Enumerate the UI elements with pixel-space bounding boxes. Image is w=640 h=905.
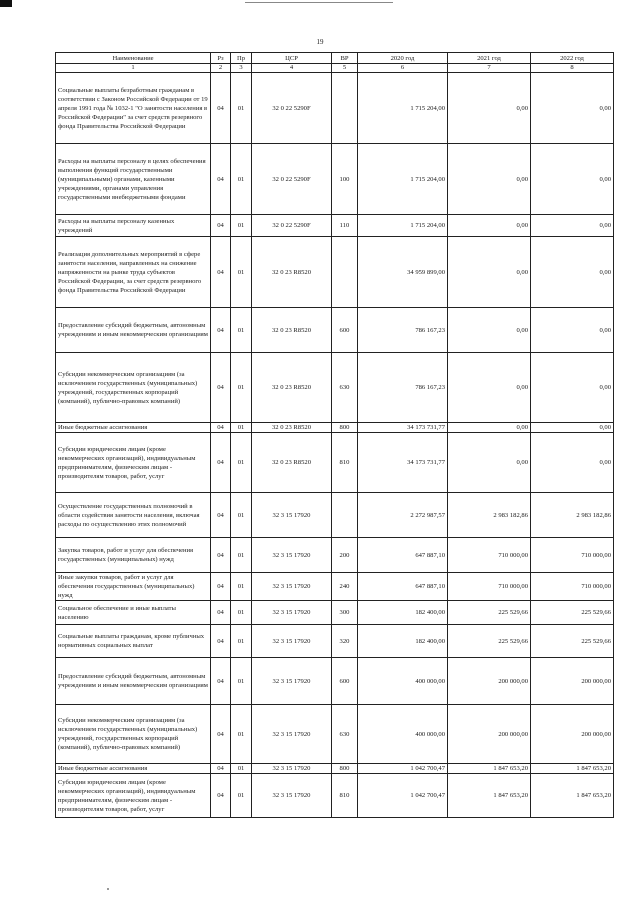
column-number-row — [56, 64, 614, 73]
cell-2022: 200 000,00 — [531, 705, 614, 764]
header-name: Наименование — [56, 53, 211, 64]
table-row — [56, 774, 614, 818]
cell-pr: 01 — [231, 423, 252, 433]
table-row — [56, 538, 614, 573]
cell-csr: 32 3 15 17920 — [252, 774, 332, 818]
cell-csr: 32 3 15 17920 — [252, 573, 332, 601]
cell-name: Субсидии некоммерческим организациям (за исключением государственных (муниципальных) учреждений, государственных корпораций (компаний), публично-правовых компаний) — [56, 353, 211, 423]
cell-2021: 0,00 — [448, 215, 531, 237]
cell-pr: 01 — [231, 705, 252, 764]
cell-csr: 32 0 22 5290F — [252, 144, 332, 215]
column-number: 8 — [531, 64, 614, 73]
cell-2020: 1 715 204,00 — [358, 144, 448, 215]
cell-2020: 34 959 899,00 — [358, 237, 448, 308]
table-body — [56, 73, 614, 818]
header-row — [56, 53, 614, 64]
cell-2022: 0,00 — [531, 353, 614, 423]
cell-2021: 0,00 — [448, 353, 531, 423]
cell-csr: 32 3 15 17920 — [252, 764, 332, 774]
cell-rz: 04 — [211, 774, 231, 818]
cell-2022: 200 000,00 — [531, 658, 614, 705]
cell-rz: 04 — [211, 433, 231, 493]
column-number: 1 — [56, 64, 211, 73]
cell-2020: 182 400,00 — [358, 625, 448, 658]
cell-vr: 810 — [332, 774, 358, 818]
cell-2022: 0,00 — [531, 144, 614, 215]
cell-csr: 32 3 15 17920 — [252, 601, 332, 625]
cell-2021: 1 847 653,20 — [448, 764, 531, 774]
cell-2020: 34 173 731,77 — [358, 423, 448, 433]
cell-2022: 0,00 — [531, 308, 614, 353]
cell-2020: 2 272 987,57 — [358, 493, 448, 538]
cell-pr: 01 — [231, 493, 252, 538]
cell-vr: 600 — [332, 658, 358, 705]
header-2022: 2022 год — [531, 53, 614, 64]
cell-rz: 04 — [211, 423, 231, 433]
cell-csr: 32 0 23 R8520 — [252, 237, 332, 308]
column-number: 3 — [231, 64, 252, 73]
cell-2022: 0,00 — [531, 433, 614, 493]
table-row — [56, 73, 614, 144]
cell-csr: 32 3 15 17920 — [252, 658, 332, 705]
cell-csr: 32 3 15 17920 — [252, 538, 332, 573]
cell-2021: 0,00 — [448, 237, 531, 308]
table-row — [56, 308, 614, 353]
cell-2020: 182 400,00 — [358, 601, 448, 625]
cell-pr: 01 — [231, 144, 252, 215]
column-number: 7 — [448, 64, 531, 73]
cell-2021: 0,00 — [448, 308, 531, 353]
cell-2020: 1 042 700,47 — [358, 764, 448, 774]
table-row — [56, 493, 614, 538]
cell-2021: 0,00 — [448, 433, 531, 493]
cell-vr — [332, 493, 358, 538]
cell-name: Субсидии некоммерческим организациям (за исключением государственных (муниципальных) учреждений, государственных корпораций (компаний), публично-правовых компаний) — [56, 705, 211, 764]
cell-vr: 630 — [332, 705, 358, 764]
cell-name: Предоставление субсидий бюджетным, автономным учреждениям и иным некоммерческим организациям — [56, 308, 211, 353]
cell-2021: 710 000,00 — [448, 538, 531, 573]
cell-csr: 32 3 15 17920 — [252, 493, 332, 538]
cell-rz: 04 — [211, 625, 231, 658]
table-row — [56, 601, 614, 625]
cell-csr: 32 0 23 R8520 — [252, 353, 332, 423]
cell-pr: 01 — [231, 237, 252, 308]
table-row — [56, 215, 614, 237]
cell-rz: 04 — [211, 215, 231, 237]
cell-pr: 01 — [231, 658, 252, 705]
cell-name: Реализация дополнительных мероприятий в сфере занятости населения, направленных на снижение напряженности на рынке труда субъектов Российской Федерации, за счет средств резервного фонда Правительства Российской Федерации — [56, 237, 211, 308]
cell-2022: 0,00 — [531, 215, 614, 237]
cell-2022: 225 529,66 — [531, 601, 614, 625]
cell-rz: 04 — [211, 237, 231, 308]
cell-name: Расходы на выплаты персоналу казенных учреждений — [56, 215, 211, 237]
cell-rz: 04 — [211, 493, 231, 538]
cell-pr: 01 — [231, 601, 252, 625]
cell-2020: 400 000,00 — [358, 705, 448, 764]
column-number: 5 — [332, 64, 358, 73]
cell-csr: 32 0 23 R8520 — [252, 423, 332, 433]
cell-rz: 04 — [211, 308, 231, 353]
cell-2021: 1 847 653,20 — [448, 774, 531, 818]
column-number: 4 — [252, 64, 332, 73]
table-row — [56, 658, 614, 705]
cell-csr: 32 0 22 5290F — [252, 73, 332, 144]
cell-vr: 100 — [332, 144, 358, 215]
header-csr: ЦСР — [252, 53, 332, 64]
table-row — [56, 144, 614, 215]
page-number: 19 — [316, 38, 324, 46]
cell-2020: 647 887,10 — [358, 573, 448, 601]
cell-2021: 225 529,66 — [448, 625, 531, 658]
cell-2022: 710 000,00 — [531, 573, 614, 601]
cell-name: Социальные выплаты безработным гражданам в соответствии с Законом Российской Федерации от 19 апреля 1991 года № 1032-1 "О занятости населения в Российской Федерации" за счет средств резервного фонда Правительства Российской Федерации — [56, 73, 211, 144]
cell-name: Осуществление государственных полномочий в области содействия занятости населения, включая расходы по осуществлению этих полномочий — [56, 493, 211, 538]
cell-2022: 1 847 653,20 — [531, 774, 614, 818]
cell-csr: 32 3 15 17920 — [252, 625, 332, 658]
footer-mark — [107, 888, 109, 890]
cell-2021: 0,00 — [448, 423, 531, 433]
cell-pr: 01 — [231, 573, 252, 601]
cell-pr: 01 — [231, 353, 252, 423]
table-row — [56, 573, 614, 601]
cell-vr: 240 — [332, 573, 358, 601]
cell-2020: 1 715 204,00 — [358, 73, 448, 144]
cell-name: Социальные выплаты гражданам, кроме публичных нормативных социальных выплат — [56, 625, 211, 658]
column-number: 6 — [358, 64, 448, 73]
cell-2020: 647 887,10 — [358, 538, 448, 573]
cell-2021: 710 000,00 — [448, 573, 531, 601]
cell-rz: 04 — [211, 538, 231, 573]
cell-pr: 01 — [231, 308, 252, 353]
header-vr: ВР — [332, 53, 358, 64]
cell-vr: 630 — [332, 353, 358, 423]
cell-2020: 400 000,00 — [358, 658, 448, 705]
cell-pr: 01 — [231, 625, 252, 658]
cell-vr: 800 — [332, 423, 358, 433]
table-row — [56, 433, 614, 493]
header-2021: 2021 год — [448, 53, 531, 64]
cell-rz: 04 — [211, 601, 231, 625]
cell-2022: 1 847 653,20 — [531, 764, 614, 774]
cell-rz: 04 — [211, 658, 231, 705]
cell-vr: 800 — [332, 764, 358, 774]
cell-pr: 01 — [231, 764, 252, 774]
cell-pr: 01 — [231, 538, 252, 573]
table-row — [56, 353, 614, 423]
cell-pr: 01 — [231, 73, 252, 144]
header-pr: Пр — [231, 53, 252, 64]
cell-name: Иные бюджетные ассигнования — [56, 423, 211, 433]
budget-table — [55, 52, 614, 818]
cell-vr: 810 — [332, 433, 358, 493]
cell-2021: 200 000,00 — [448, 705, 531, 764]
cell-2021: 0,00 — [448, 73, 531, 144]
cell-csr: 32 0 23 R8520 — [252, 433, 332, 493]
table-row — [56, 705, 614, 764]
corner-mark — [0, 0, 12, 7]
header-rz: Рз — [211, 53, 231, 64]
table-row — [56, 764, 614, 774]
cell-2021: 200 000,00 — [448, 658, 531, 705]
cell-pr: 01 — [231, 433, 252, 493]
cell-2020: 34 173 731,77 — [358, 433, 448, 493]
cell-2022: 0,00 — [531, 237, 614, 308]
cell-2020: 786 167,23 — [358, 308, 448, 353]
cell-2021: 225 529,66 — [448, 601, 531, 625]
cell-vr: 200 — [332, 538, 358, 573]
cell-rz: 04 — [211, 764, 231, 774]
cell-name: Иные бюджетные ассигнования — [56, 764, 211, 774]
cell-2021: 0,00 — [448, 144, 531, 215]
cell-rz: 04 — [211, 144, 231, 215]
cell-name: Субсидии юридическим лицам (кроме некоммерческих организаций), индивидуальным предпринимателям, физическим лицам - производителям товаров, работ, услуг — [56, 774, 211, 818]
cell-pr: 01 — [231, 215, 252, 237]
cell-2022: 0,00 — [531, 73, 614, 144]
top-rule — [245, 2, 393, 3]
cell-2020: 1 042 700,47 — [358, 774, 448, 818]
cell-csr: 32 0 22 5290F — [252, 215, 332, 237]
cell-vr — [332, 73, 358, 144]
cell-vr: 110 — [332, 215, 358, 237]
cell-vr: 600 — [332, 308, 358, 353]
header-2020: 2020 год — [358, 53, 448, 64]
cell-2020: 786 167,23 — [358, 353, 448, 423]
cell-vr: 300 — [332, 601, 358, 625]
cell-2022: 2 983 182,86 — [531, 493, 614, 538]
cell-2022: 710 000,00 — [531, 538, 614, 573]
cell-csr: 32 3 15 17920 — [252, 705, 332, 764]
table-row — [56, 423, 614, 433]
cell-2022: 0,00 — [531, 423, 614, 433]
table-row — [56, 237, 614, 308]
cell-name: Закупка товаров, работ и услуг для обеспечения государственных (муниципальных) нужд — [56, 538, 211, 573]
cell-2022: 225 529,66 — [531, 625, 614, 658]
table-row — [56, 625, 614, 658]
cell-vr — [332, 237, 358, 308]
cell-name: Расходы на выплаты персоналу в целях обеспечения выполнения функций государственными (муниципальными) органами, казенными учреждениями, органами управления государственными внебюджетными фондами — [56, 144, 211, 215]
column-number: 2 — [211, 64, 231, 73]
cell-2021: 2 983 182,86 — [448, 493, 531, 538]
cell-csr: 32 0 23 R8520 — [252, 308, 332, 353]
cell-name: Иные закупки товаров, работ и услуг для обеспечения государственных (муниципальных) нужд — [56, 573, 211, 601]
cell-name: Субсидии юридическим лицам (кроме некоммерческих организаций), индивидуальным предпринимателям, физическим лицам - производителям товаров, работ, услуг — [56, 433, 211, 493]
cell-name: Социальное обеспечение и иные выплаты населению — [56, 601, 211, 625]
cell-rz: 04 — [211, 573, 231, 601]
cell-rz: 04 — [211, 705, 231, 764]
cell-rz: 04 — [211, 353, 231, 423]
cell-pr: 01 — [231, 774, 252, 818]
cell-2020: 1 715 204,00 — [358, 215, 448, 237]
cell-rz: 04 — [211, 73, 231, 144]
cell-name: Предоставление субсидий бюджетным, автономным учреждениям и иным некоммерческим организациям — [56, 658, 211, 705]
cell-vr: 320 — [332, 625, 358, 658]
